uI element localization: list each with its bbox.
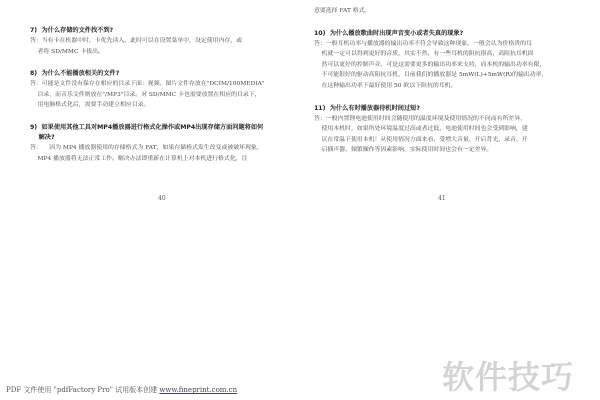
pdf-footer — [6, 385, 237, 395]
question-10: 10) 为什么播放歌曲时出现声音变小或者失真的现象? — [314, 29, 464, 37]
footer-link[interactable]: www.fineprint.com.cn — [159, 386, 238, 394]
footer-text: PDF 文件使用 "pdfFactory Pro" 试用版本创建 — [6, 386, 160, 394]
question-8: 8) 为什么不能播放相关的文件? — [30, 70, 120, 78]
question-11: 11) 为什么有时播放器待机时间过短? — [314, 104, 420, 112]
answer-7: 答：当有卡在机器中时，卡优先读入。此时可以在设置菜单中，设定使用内存，或 者将 SD/MMC 卡拔出。 — [30, 38, 243, 55]
answer-8: 答：可能是文件没有保存在相应的目录下面：视频、图片文件存放在"DCIM/100MEDIA" 目录，而音乐文件则放在"/MP3"目录。对 SD/MMC 卡也需要放置在相应的目录下， 用电脑格式化后，需要手动建立相应目录。 — [30, 81, 265, 109]
right-page — [300, 0, 600, 400]
page-number-left: 40 — [158, 195, 166, 202]
answer-10: 答：一般耳机功率与播放器的输出功率不符会导致这种现象。一般会认为价格贵的耳 机就一定可以得到更好的音质，其实不然，有一些耳机的阻抗很高，高阻抗耳机固 然可以更好的控制声音，可是这需要更多的输出功率来支持，而本机的输出功率有限， 不可能很好的驱动高阻抗耳机，目前我们的播放器是 5mW(L)+5mW(R)的输出功率， 在这种输出功率下最好使用 50 欧以下阻抗的耳机。 — [314, 40, 548, 89]
answer-11: 答：一般内置锂电池使用时间会随使用的温度环境及使用情况的不同而有所差异， 使用本机时，如果所处环境温度过高或者过低，电池使用时间也会受到影响，建 议在常温下使用本机！从使用情况方面来看，受增大音量、开启背光、录音、开 启插声器、频繁操作等因素影响，实际使用时间也会有一定差异。 — [314, 115, 528, 154]
continuation-text: 意要选择 FAT 格式。 — [314, 8, 371, 14]
watermark: 软件技巧 — [442, 358, 575, 396]
page-number-right: 41 — [438, 195, 446, 202]
answer-9: 答： 因为 MP4 播放器使用的存储格式为 FAT，如果存储格式发生改变或被破坏现象， MP4 播放器将无法正常工作。解决办法即重新在计算机上对本机进行格式化，注 — [30, 144, 263, 162]
question-9: 9) 如果使用其他工具对MP4播放器进行格式化操作或MP4出现存储方面问题将如何 解决? — [30, 123, 264, 141]
question-7: 7) 为什么存储的文件找不到? — [30, 27, 114, 34]
